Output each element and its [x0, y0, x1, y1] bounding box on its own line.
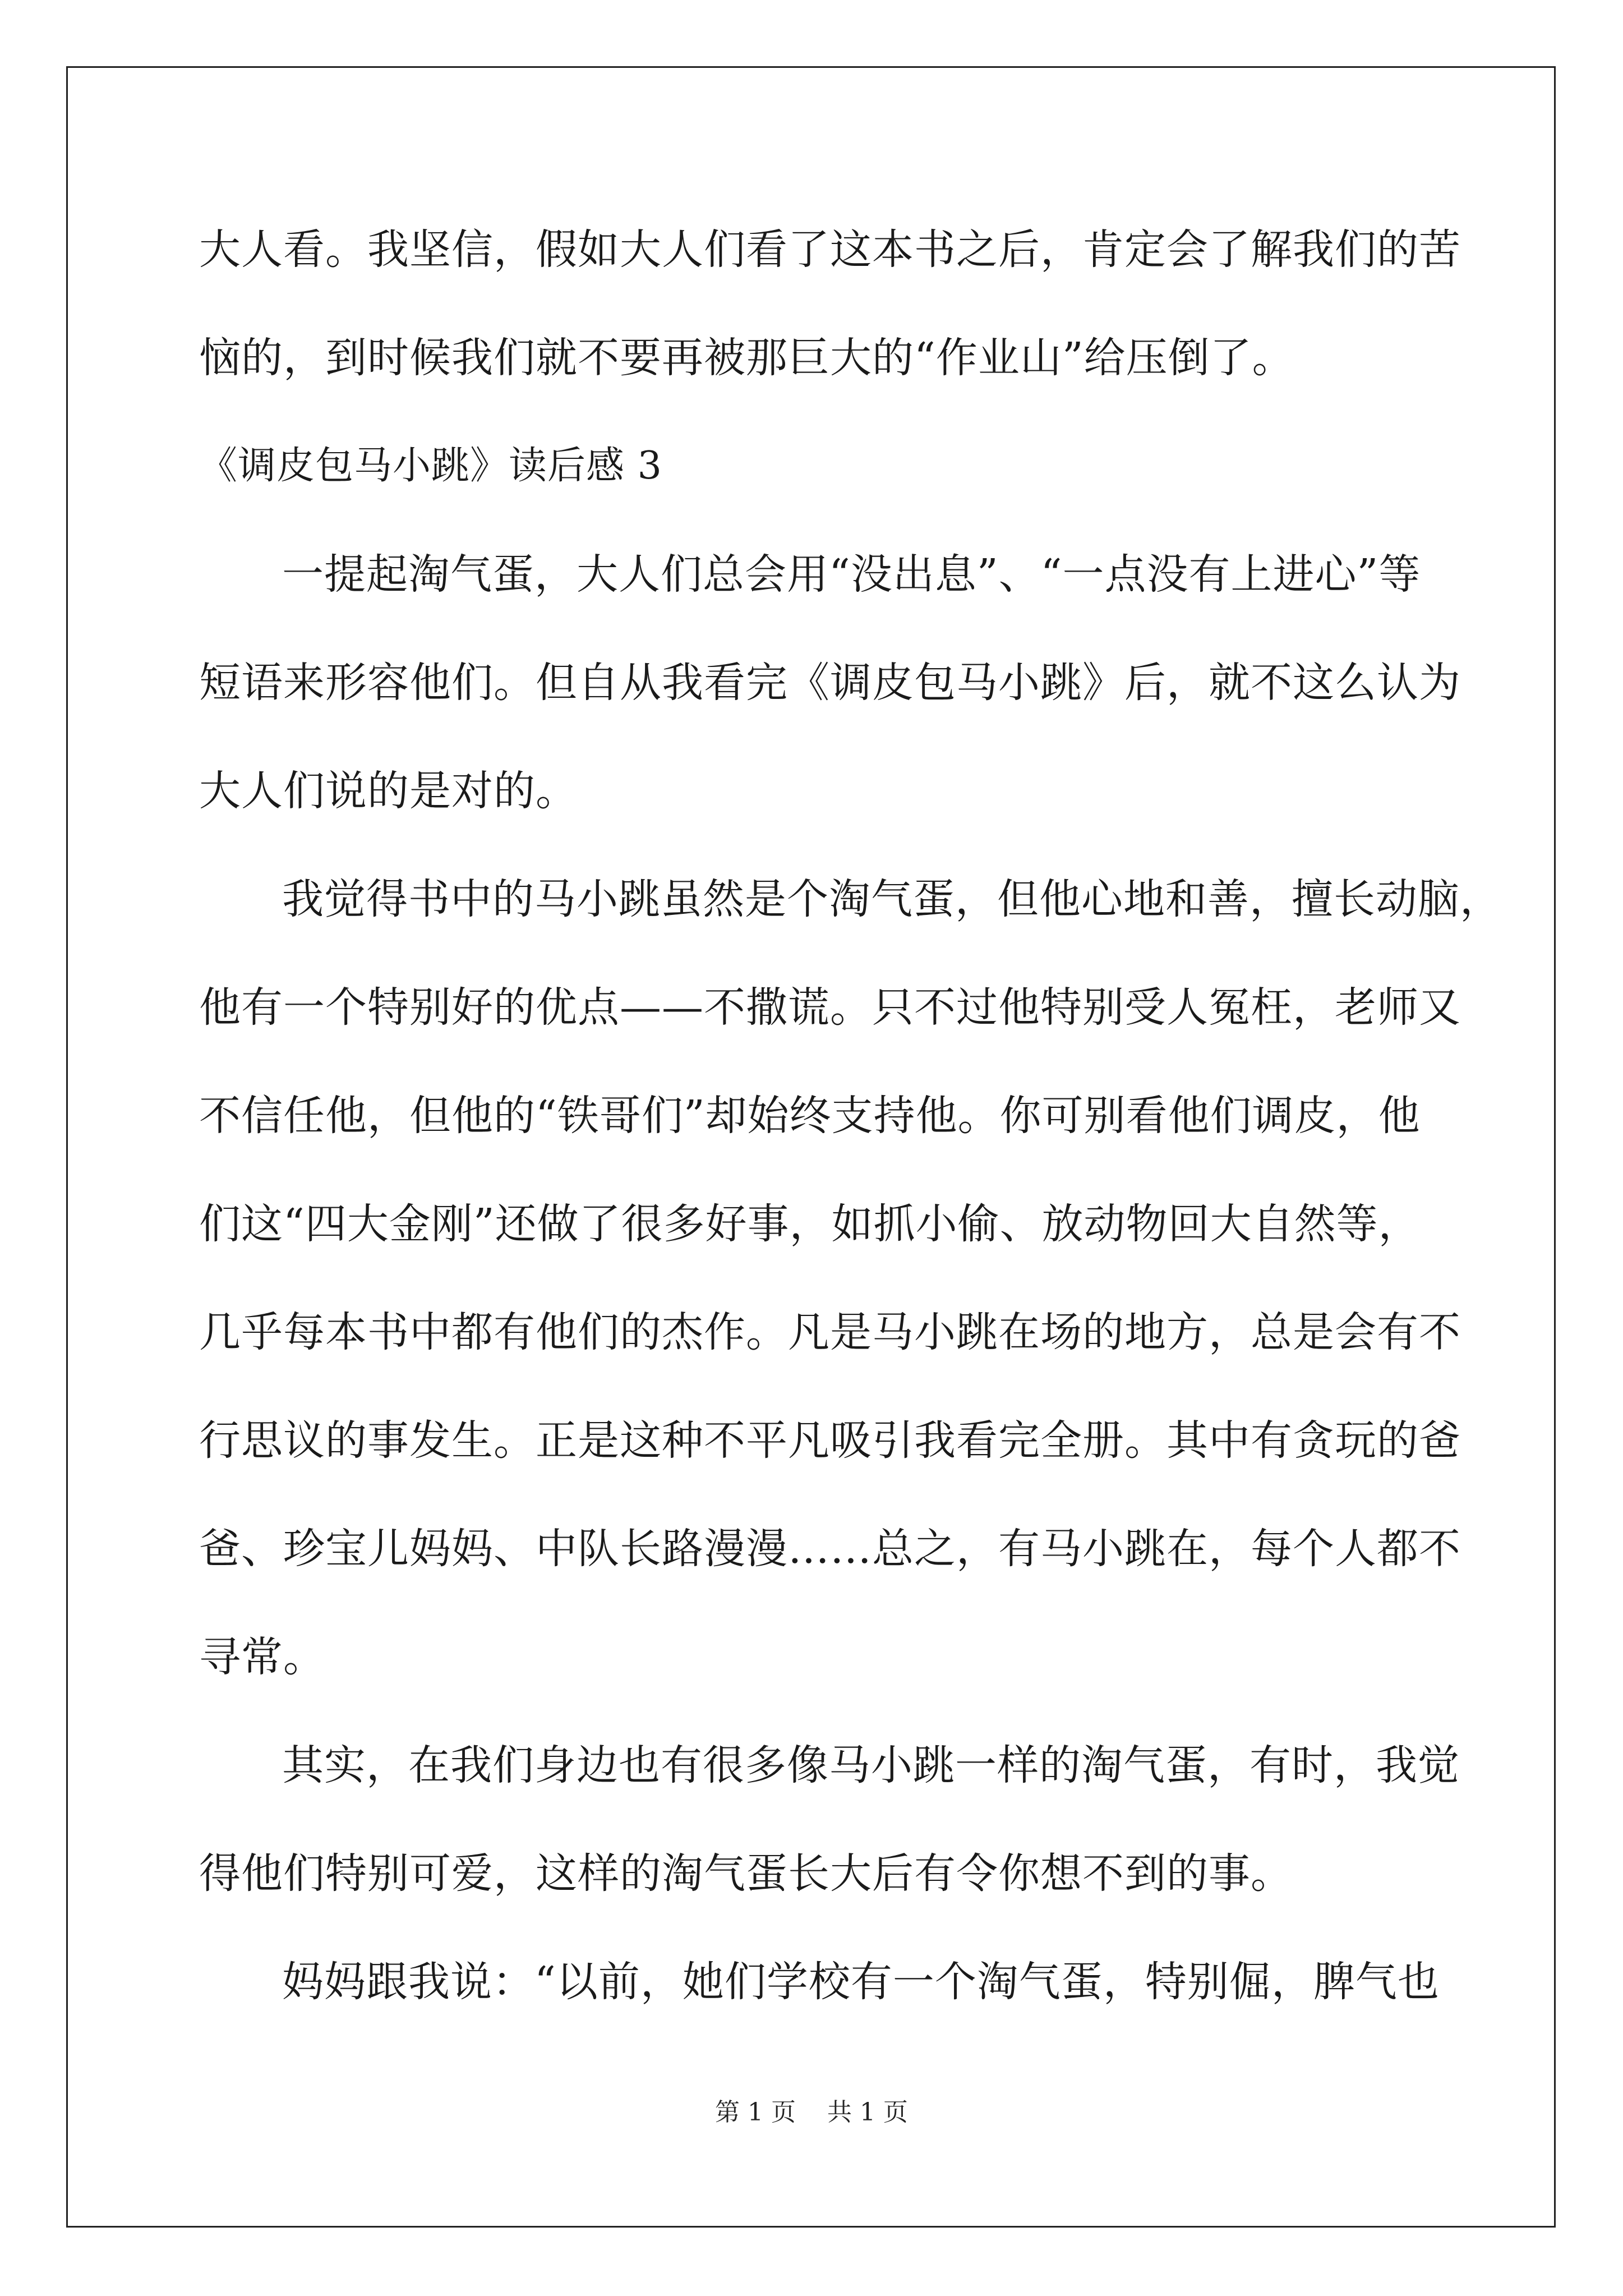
text-line-7: 我觉得书中的马小跳虽然是个淘气蛋，但他心地和善，擅长动脑， [282, 875, 1502, 923]
text-line-15: 其实，在我们身边也有很多像马小跳一样的淘气蛋，有时，我觉 [282, 1741, 1460, 1789]
page-number: 第 1 页 [715, 2098, 796, 2127]
text-line-13: 爸、珍宝儿妈妈、中队长路漫漫……总之，有马小跳在，每个人都不 [199, 1525, 1461, 1573]
footer-spacer [796, 2098, 827, 2127]
text-line-6: 大人们说的是对的。 [199, 767, 578, 815]
text-line-5: 短语来形容他们。但自从我看完《调皮包马小跳》后，就不这么认为 [199, 659, 1461, 707]
text-line-9: 不信任他，但他的“铁哥们”却始终支持他。你可别看他们调皮，他 [199, 1092, 1421, 1140]
text-line-17: 妈妈跟我说：“以前，她们学校有一个淘气蛋，特别倔，脾气也 [282, 1958, 1440, 2006]
document-body [199, 219, 1502, 2059]
text-line-1: 大人看。我坚信，假如大人们看了这本书之后，肯定会了解我们的苦 [199, 226, 1461, 274]
text-line-14: 寻常。 [199, 1633, 325, 1681]
text-line-2: 恼的，到时候我们就不要再被那巨大的“作业山”给压倒了。 [199, 334, 1294, 382]
page-total: 共 1 页 [827, 2098, 908, 2127]
text-line-11: 几乎每本书中都有他们的杰作。凡是马小跳在场的地方，总是会有不 [199, 1308, 1461, 1356]
text-line-10: 们这“四大金刚”还做了很多好事，如抓小偷、放动物回大自然等， [199, 1200, 1421, 1248]
text-line-12: 行思议的事发生。正是这种不平凡吸引我看完全册。其中有贪玩的爸 [199, 1416, 1461, 1465]
text-line-4: 一提起淘气蛋，大人们总会用“没出息”、“一点没有上进心”等 [282, 550, 1421, 599]
text-line-8: 他有一个特别好的优点——不撒谎。只不过他特别受人冤枉，老师又 [199, 983, 1461, 1032]
section-heading: 《调皮包马小跳》读后感 3 [199, 444, 662, 488]
text-line-16: 得他们特别可爱，这样的淘气蛋长大后有令你想不到的事。 [199, 1849, 1293, 1898]
page-footer [0, 2096, 1623, 2129]
